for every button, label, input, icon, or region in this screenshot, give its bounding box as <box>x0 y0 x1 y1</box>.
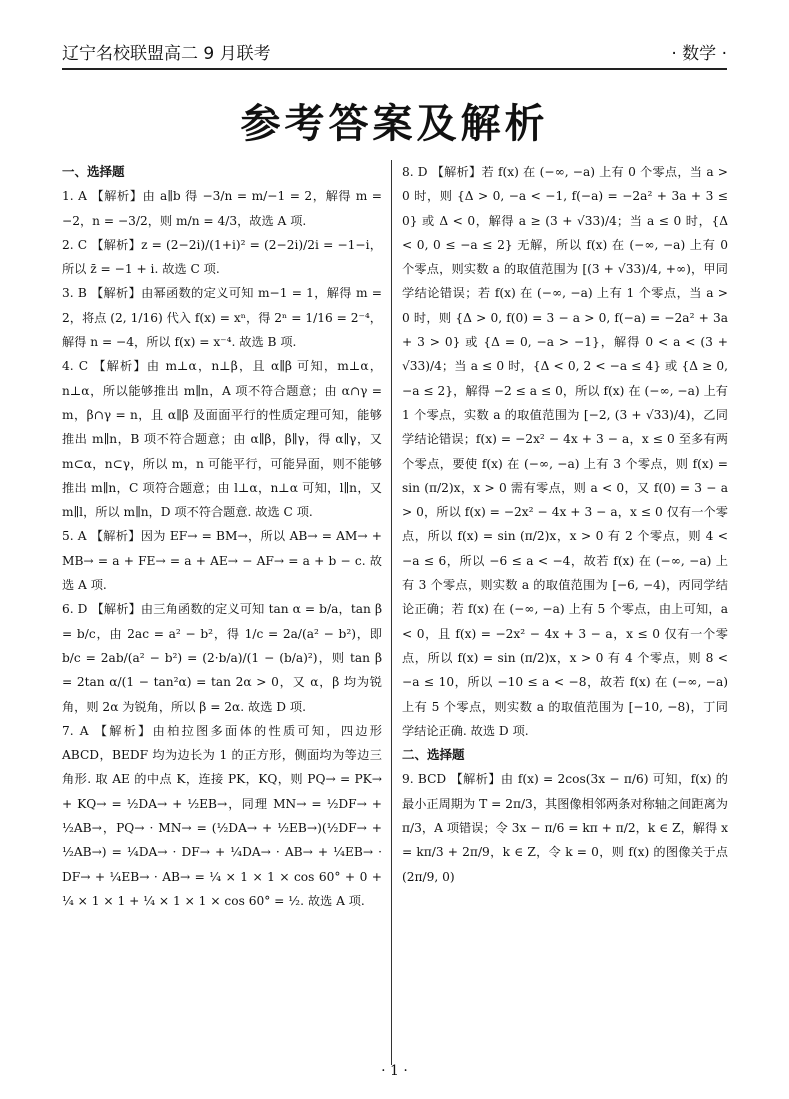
answer-item: 2. C 【解析】z = (2−2i)/(1+i)² = (2−2i)/2i = −1−i，所以 z̄ = −1 + i. 故选 C 项. <box>62 237 382 277</box>
left-column <box>62 160 382 913</box>
answer-item: 5. A 【解析】因为 EF→ = BM→，所以 AB→ = AM→ + MB→ = a + FE→ = a + AE→ − AF→ = a + b − c. 故选 A 项. <box>62 529 382 593</box>
page-title: 参考答案及解析 <box>240 101 549 147</box>
column-divider <box>391 160 392 1065</box>
answer-item: 9. BCD 【解析】由 f(x) = 2cos(3x − π/6) 可知，f(x) 的最小正周期为 T = 2π/3，其图像相邻两条对称轴之间距离为 π/3，A 项错误；令 3x − π/6 = kπ + π/2，k ∈ Z，解得 x = kπ/3 + 2π/9，k ∈ Z，令 k = 0，则 f(x) 的图像关于点 (2π/9, 0) <box>402 772 728 884</box>
answer-item: 6. D 【解析】由三角函数的定义可知 tan α = b/a，tan β = b/c，由 2ac = a² − b²，得 1/c = 2a/(a² − b²)，即 b/c = 2ab/(a² − b²) = (2·b/a)/(1 − (b/a)²)，则 tan β = 2tan α/(1 − tan²α) = tan 2α > 0，又 α，β 均为锐角，则 2α 为锐角，所以 β = 2α. 故选 D 项. <box>62 602 382 714</box>
header-left: 辽宁名校联盟高二 9 月联考 <box>62 44 271 64</box>
section-heading: 二、选择题 <box>402 747 465 763</box>
answer-item: 8. D 【解析】若 f(x) 在 (−∞, −a) 上有 0 个零点，当 a > 0 时，则 {Δ > 0, −a < −1, f(−a) = −2a² + 3a + 3 ≤ 0} 或 Δ < 0，解得 a ≥ (3 + √33)/4；当 a ≤ 0 时，{Δ < 0, 0 ≤ −a ≤ 2} 无解，所以 f(x) 在 (−∞, −a) 上有 0 个零点，则实数 a 的取值范围为 [(3 + √33)/4, +∞)，甲同学结论错误；若 f(x) 在 (−∞, −a) 上有 1 个零点，当 a > 0 时，则 {Δ > 0, f(0) = 3 − a > 0, f(−a) = −2a² + 3a + 3 > 0} 或 {Δ = 0, −a > −1}，解得 0 < a < (3 + √33)/4；当 a ≤ 0 时，{Δ < 0, 2 < −a ≤ 4} 或 {Δ ≥ 0, −a ≤ 2}，解得 −2 ≤ a ≤ 0，所以 f(x) 在 (−∞, −a) 上有 1 个零点，实数 a 的取值范围为 [−2, (3 + √33)/4)，乙同学结论错误；f(x) = −2x² − 4x + 3 − a，x ≤ 0 至多有两个零点，要使 f(x) 在 (−∞, −a) 上有 3 个零点，则 f(x) = sin (π/2)x，x > 0 需有零点，则 a < 0，又 f(0) = 3 − a > 0，所以 f(x) = −2x² − 4x + 3 − a，x ≤ 0 仅有一个零点，所以 f(x) = sin (π/2)x，x > 0 有 2 个零点，则 4 < −a ≤ 6，所以 −6 ≤ a < −4，故若 f(x) 在 (−∞, −a) 上有 3 个零点，则实数 a 的取值范围为 [−6, −4)，丙同学结论正确；若 f(x) 在 (−∞, −a) 上有 5 个零点，由上可知，a < 0，且 f(x) = −2x² − 4x + 3 − a，x ≤ 0 仅有一个零点，所以 f(x) = sin (π/2)x，x > 0 有 4 个零点，则 8 < −a ≤ 10，所以 −10 ≤ a < −8，故若 f(x) 在 (−∞, −a) 上有 5 个零点，则实数 a 的取值范围为 [−10, −8)，丁同学结论正确. 故选 D 项. <box>402 165 728 738</box>
answer-item: 3. B 【解析】由幂函数的定义可知 m−1 = 1，解得 m = 2，将点 (2, 1/16) 代入 f(x) = xⁿ，得 2ⁿ = 1/16 = 2⁻⁴，解得 n = −4，所以 f(x) = x⁻⁴. 故选 B 项. <box>62 286 382 350</box>
answer-item: 7. A 【解析】由柏拉图多面体的性质可知，四边形 ABCD，BEDF 均为边长为 1 的正方形，侧面均为等边三角形. 取 AE 的中点 K，连接 PK，KQ，则 PQ→ = PK→ + KQ→ = ½DA→ + ½EB→，同理 MN→ = ½DF→ + ½AB→，PQ→ · MN→ = (½DA→ + ½EB→)(½DF→ + ½AB→) = ¼DA→ · DF→ + ¼DA→ · AB→ + ¼EB→ · DF→ + ¼EB→ · AB→ = ¼ × 1 × 1 × cos 60° + 0 + ¼ × 1 × 1 + ¼ × 1 × 1 × cos 60° = ½. 故选 A 项. <box>62 723 382 908</box>
answer-item: 1. A 【解析】由 a∥b 得 −3/n = m/−1 = 2，解得 m = −2，n = −3/2，则 m/n = 4/3，故选 A 项. <box>62 189 382 228</box>
page-number: · 1 · <box>381 1063 408 1079</box>
answer-item: 4. C 【解析】由 m⊥α，n⊥β，且 α∥β 可知，m⊥α，n⊥α，所以能够推出 m∥n，A 项不符合题意；由 α∩γ = m，β∩γ = n，且 α∥β 及面面平行的性质定理可知，能够推出 m∥n，B 项不符合题意；由 α∥β，β∥γ，得 α∥γ，又 m⊂α，n⊂γ，所以 m，n 可能平行，可能异面，则不能够推出 m∥n，C 项符合题意；由 l⊥α，n⊥α 可知，l∥n，又 m∥l，所以 m∥n，D 项不符合题意. 故选 C 项. <box>62 359 382 520</box>
section-heading: 一、选择题 <box>62 164 125 179</box>
page-header <box>62 38 727 70</box>
header-right: · 数学 · <box>671 44 727 64</box>
right-column <box>402 160 728 889</box>
